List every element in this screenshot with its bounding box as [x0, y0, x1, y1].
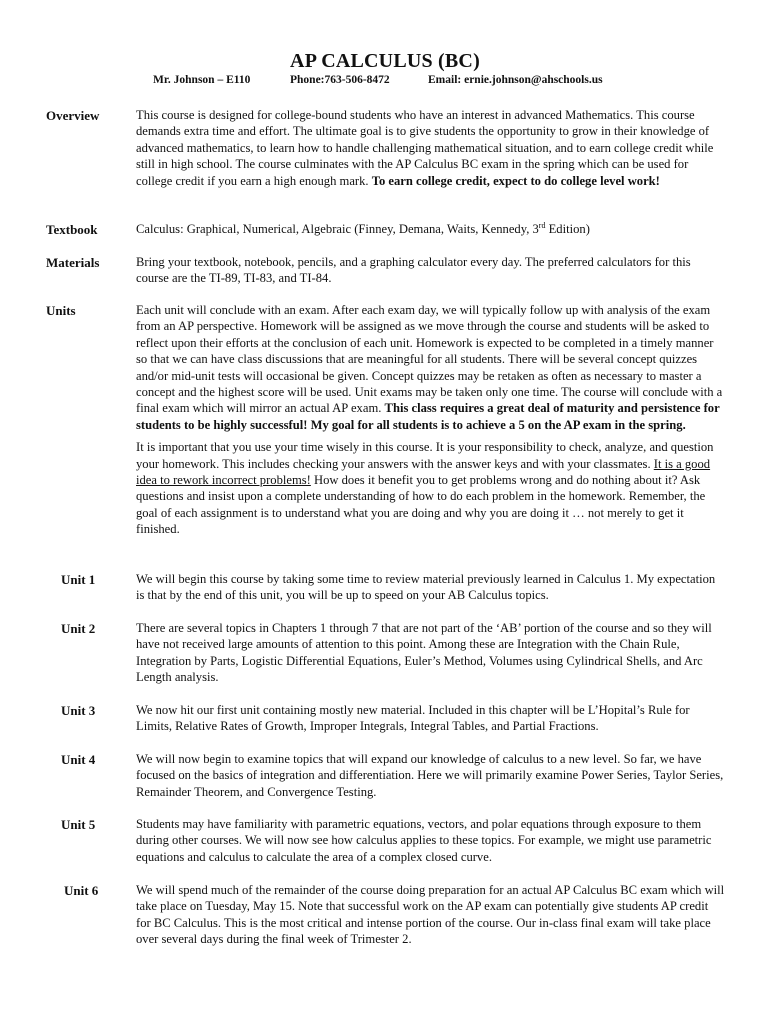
overview-text [136, 107, 726, 189]
textbook-label: Textbook [46, 222, 98, 237]
textbook-text [136, 221, 726, 237]
textbook-title: Calculus: Graphical, Numerical, Algebraic (Finney, Demana, Waits, Kennedy, 3 [136, 222, 539, 236]
overview-body: This course is designed for college-bound students who have an interest in advanced Mathematics. This course demands extra time and effort. The ultimate goal is to give students the opportunity to grow in their knowledge of advanced mathematics, to learn how to handle challenging mathematical situation, and to earn college credit while still in high school. The course culminates with the AP Calculus BC exam in the spring which can be used for college credit if you earn a high enough mark. [136, 108, 714, 188]
unit-4-text: We will now begin to examine topics that will expand our knowledge of calculus to a new level. So far, we have focused on the basics of integration and differentiation. Here we will primarily examine Power Series, Taylor Series, Remainder Theorem, and Convergence Testing. [136, 752, 724, 799]
overview-label: Overview [46, 108, 100, 123]
unit-6-text: We will spend much of the remainder of the course doing preparation for an actual AP Calculus BC exam which will take place on Tuesday, May 15. Note that successful work on the AP exam can potentially give students AP credit for BC Calculus. This is the most critical and intense portion of the course. Our in-class final exam will take place over several days during the final week of Trimester 2. [136, 883, 725, 947]
page-title: AP CALCULUS (BC) [290, 50, 480, 72]
unit-5-label: Unit 5 [61, 817, 96, 832]
units-text [136, 302, 726, 538]
unit-1-text: We will begin this course by taking some time to review material previously learned in Calculus 1. My expectation is that by the end of this unit, you will be up to speed on your AB Calculus topics. [136, 572, 716, 603]
unit-6-label: Unit 6 [64, 883, 99, 898]
materials-text: Bring your textbook, notebook, pencils, and a graphing calculator every day. The preferred calculators for this course are the TI-89, TI-83, and TI-84. [136, 255, 691, 286]
email-info: Email: ernie.johnson@ahschools.us [428, 74, 603, 86]
unit-3-text: We now hit our first unit containing mostly new material. Included in this chapter will be L’Hopital’s Rule for Limits, Relative Rates of Growth, Improper Integrals, Integral Tables, and Partial Fractions. [136, 703, 690, 734]
units-paragraph-2a: It is important that you use your time wisely in this course. It is your responsibility to check, analyze, and question your homework. This includes checking your answers with the answer keys and with your classmates. [136, 440, 714, 471]
textbook-edition: Edition) [545, 222, 590, 236]
unit-1-label: Unit 1 [61, 572, 96, 587]
unit-4-label: Unit 4 [61, 752, 96, 767]
textbook-sup: rd [538, 220, 546, 230]
units-paragraph-1: Each unit will conclude with an exam. After each exam day, we will typically follow up with analysis of the exam from an AP perspective. Homework will be assigned as we move through the course and students will be asked to reflect upon their efforts at the conclusion of each unit. Homework is expected to be completed in a timely manner so that we can have class discussions that are meaningful for all students. There will be several concept quizzes and/or mid-unit tests will occasional be given. Concept quizzes may be retaken as often as necessary to master a concept and the highest score will be used. Unit exams may be taken only one time. The course will conclude with a final exam which will mirror an actual AP exam. [136, 303, 723, 416]
phone-info: Phone:763-506-8472 [290, 74, 390, 86]
units-emphasis: This class requires a great deal of maturity and persistence for students to be highly successful! My goal for all students is to achieve a 5 on the AP exam in the spring. [136, 401, 720, 432]
unit-5-text: Students may have familiarity with parametric equations, vectors, and polar equations through exposure to them during other courses. We will now see how calculus applies to these topics. For example, we might use parametric equations and calculus to calculate the area of a complex closed curve. [136, 817, 712, 864]
units-paragraph-2b: How does it benefit you to get problems wrong and do nothing about it? Ask questions and insist upon a complete understanding of how to do each problem in the homework. Remember, the goal of each assignment is to understand what you are doing and why you are doing it … not merely to get it finished. [136, 473, 706, 537]
teacher-info: Mr. Johnson – E110 [153, 74, 251, 86]
materials-label: Materials [46, 255, 100, 270]
units-label: Units [46, 303, 76, 318]
unit-2-label: Unit 2 [61, 621, 96, 636]
unit-3-label: Unit 3 [61, 703, 96, 718]
unit-2-text: There are several topics in Chapters 1 through 7 that are not part of the ‘AB’ portion of the course and so they will have not received large amounts of attention to this point. Among these are Integration with the Chain Rule, Integration by Parts, Logistic Differential Equations, Euler’s Method, Volumes using Cylindrical Shells, and Arc Length analysis. [136, 621, 712, 685]
overview-emphasis: To earn college credit, expect to do college level work! [371, 173, 660, 188]
units-underlined: It is a good idea to rework incorrect problems! [136, 456, 711, 488]
